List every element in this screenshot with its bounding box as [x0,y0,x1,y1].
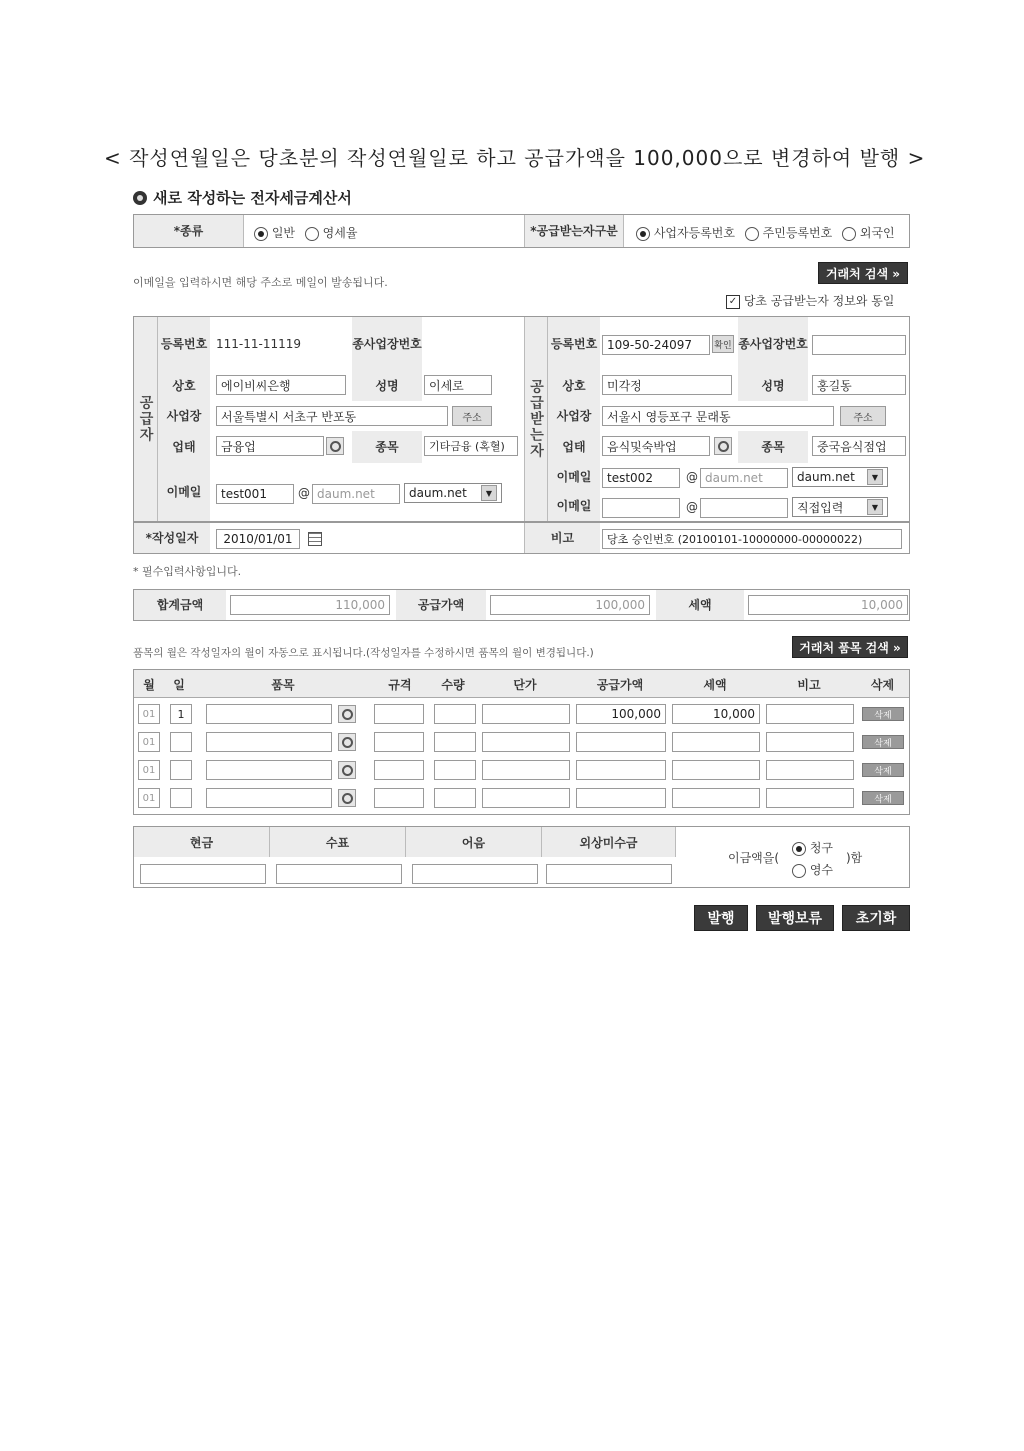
row-unit-price-input[interactable] [482,704,570,724]
supplier-email-domain-input[interactable]: daum.net [312,484,400,504]
recipient-at-sign: @ [686,470,698,484]
hold-issue-button[interactable]: 발행보류 [756,905,834,931]
chevron-down-icon: ▼ [867,499,883,515]
tax-amount-input[interactable]: 10,000 [748,595,908,615]
chevron-down-icon: ▼ [867,469,883,485]
row-item-search-icon[interactable] [338,761,356,779]
payment-cash-label: 현금 [134,827,270,857]
recipient-company-label: 상호 [548,371,600,401]
supplier-side-label: 공급자 [134,317,158,521]
type-zero-rate-label: 영세율 [322,226,358,240]
total-label: 합계금액 [134,590,226,620]
row-spec-input[interactable] [374,732,424,752]
row-spec-input[interactable] [374,788,424,808]
chevron-down-icon: ▼ [481,485,497,501]
table-row [134,788,909,810]
row-tax-input[interactable] [672,788,760,808]
type-row [133,214,910,248]
row-qty-input[interactable] [434,788,476,808]
row-supply-input[interactable] [576,732,666,752]
row-supply-input[interactable] [576,760,666,780]
recipient-foreign-radio[interactable] [842,227,856,241]
recipient-side-label: 공급받는자 [524,317,548,521]
section-title-text: 새로 작성하는 전자세금계산서 [153,189,352,207]
header-tax: 세액 [703,677,727,692]
recipient-type-options [636,224,895,241]
party-block [133,316,910,522]
payment-note-input[interactable] [412,864,538,884]
payment-receipt-radio[interactable] [792,864,806,878]
row-item-search-icon[interactable] [338,705,356,723]
recipient-bizno-label: 사업자등록번호 [653,226,735,240]
row-month: 01 [138,704,160,724]
supplier-name-label: 성명 [352,371,422,401]
supplier-company-label: 상호 [158,371,210,401]
bullet-icon [133,191,147,205]
recipient-reg-label: 등록번호 [548,317,600,371]
recipient-email-label: 이메일 [548,463,600,491]
recipient-reg-input[interactable]: 109-50-24097 [602,335,710,355]
supplier-address-button[interactable]: 주소 [452,406,492,426]
amount-prefix: 이금액을( [728,851,780,865]
row-remark-input[interactable] [766,732,854,752]
type-label: *종류 [134,215,244,247]
amount-suffix: )함 [846,851,863,865]
table-row [134,732,909,754]
remark-label: 비고 [524,523,600,553]
write-date-input[interactable]: 2010/01/01 [216,529,300,549]
recipient-company-input[interactable]: 미각정 [602,375,732,395]
payment-note-label: 어음 [406,827,542,857]
header-item: 품목 [271,677,295,692]
row-item-input[interactable] [206,760,332,780]
supply-amount-input[interactable]: 100,000 [490,595,650,615]
page-heading: < 작성연월일은 당초분의 작성연월일로 하고 공급가액을 100,000으로 변경하여 발행 > [104,146,926,170]
payment-table [133,826,910,888]
row-day[interactable] [170,760,192,780]
supplier-reg-no: 111-11-11119 [216,337,302,351]
row-item-input[interactable] [206,732,332,752]
row-unit-price-input[interactable] [482,760,570,780]
type-general-label: 일반 [271,226,296,240]
supplier-biztype-label: 업태 [158,431,210,463]
row-qty-input[interactable] [434,760,476,780]
row-delete-button[interactable]: 삭제 [862,763,904,777]
row-delete-button[interactable]: 삭제 [862,707,904,721]
row-supply-input[interactable] [576,788,666,808]
recipient-name-input[interactable]: 홍길동 [812,375,906,395]
supplier-address-input[interactable]: 서울특별시 서초구 반포동 [216,406,448,426]
row-item-search-icon[interactable] [338,733,356,751]
write-date-label: *작성일자 [134,523,210,553]
row-tax-input[interactable] [672,760,760,780]
type-options [254,224,357,241]
recipient-biztype-search-icon[interactable] [714,437,732,455]
supplier-email-domain-select[interactable] [404,483,502,503]
row-remark-input[interactable] [766,760,854,780]
row-month: 01 [138,788,160,808]
recipient-email-domain-input[interactable]: daum.net [700,468,788,488]
item-search-button[interactable]: 거래처 품목 검색 » [792,636,908,658]
recipient-bizitem-label: 종목 [738,431,808,463]
payment-check-input[interactable] [276,864,402,884]
row-qty-input[interactable] [434,704,476,724]
section-title [133,187,352,208]
row-supply-input[interactable]: 100,000 [576,704,666,724]
payment-credit-input[interactable] [546,864,672,884]
row-remark-input[interactable] [766,704,854,724]
header-remark: 비고 [797,677,821,692]
row-delete-button[interactable]: 삭제 [862,791,904,805]
supplier-company-input[interactable]: 에이비씨은행 [216,375,346,395]
recipient-bizitem-input[interactable]: 중국음식점업 [812,436,906,456]
header-qty: 수량 [441,677,465,692]
row-item-search-icon[interactable] [338,789,356,807]
supplier-reg-label: 등록번호 [158,317,210,371]
recipient-email2-domain-input[interactable] [700,498,788,518]
recipient-email-id-input[interactable]: test002 [602,468,680,488]
supplier-email-domain-value: daum.net [409,486,467,500]
recipient-at-sign-2: @ [686,500,698,514]
recipient-address-button[interactable]: 주소 [840,406,886,426]
recipient-resident-radio[interactable] [745,227,759,241]
supplier-name-input[interactable]: 이세로 [424,375,492,395]
row-month: 01 [138,760,160,780]
payment-receipt-label: 영수 [809,863,834,877]
recipient-name-label: 성명 [738,371,808,401]
recipient-biztype-label: 업태 [548,431,600,463]
date-remark-row [133,522,910,554]
issue-button[interactable]: 발행 [694,905,748,931]
row-day[interactable]: 1 [170,704,192,724]
totals-row [133,589,910,621]
recipient-email2-id-input[interactable] [602,498,680,518]
payment-check-label: 수표 [270,827,406,857]
header-day: 일 [173,677,185,692]
row-delete-button[interactable]: 삭제 [862,735,904,749]
items-table [133,669,910,815]
recipient-email-domain-value: daum.net [797,470,855,484]
recipient-email2-domain-select[interactable] [792,497,888,517]
remark-input[interactable]: 당초 승인번호 (20100101-10000000-00000022) [602,529,902,549]
supplier-bizitem-input[interactable]: 기타금융 (혹혈) [424,436,518,456]
payment-claim-radio[interactable] [792,842,806,856]
header-spec: 규격 [388,677,412,692]
tax-label: 세액 [656,590,744,620]
required-notice: * 필수입력사항입니다. [133,565,242,578]
recipient-branch-label: 종사업장번호 [738,317,808,371]
payment-claim-label: 청구 [809,841,834,855]
type-zero-rate-radio[interactable] [305,227,319,241]
row-qty-input[interactable] [434,732,476,752]
row-tax-input[interactable]: 10,000 [672,704,760,724]
row-spec-input[interactable] [374,760,424,780]
items-header-row [134,670,909,698]
supplier-email-id-input[interactable]: test001 [216,484,294,504]
items-notice: 품목의 월은 작성일자의 월이 자동으로 표시됩니다.(작성일자를 수정하시면 품목의 월이 변경됩니다.) [133,647,594,659]
same-as-original [726,292,894,309]
recipient-email2-label: 이메일 [548,491,600,521]
supply-label: 공급가액 [396,590,486,620]
row-day[interactable] [170,788,192,808]
recipient-address-input[interactable]: 서울시 영등포구 문래동 [602,406,834,426]
same-as-original-label: 당초 공급받는자 정보와 동일 [743,294,895,308]
row-remark-input[interactable] [766,788,854,808]
row-item-input[interactable] [206,788,332,808]
recipient-branch-input[interactable] [812,335,906,355]
recipient-address-label: 사업장 [548,401,600,431]
table-row [134,704,909,726]
row-unit-price-input[interactable] [482,732,570,752]
row-day[interactable] [170,732,192,752]
row-item-input[interactable] [206,704,332,724]
recipient-biztype-input[interactable]: 음식및숙박업 [602,436,710,456]
supplier-at-sign: @ [298,486,310,500]
row-tax-input[interactable] [672,732,760,752]
payment-receipt-option [792,861,833,878]
header-month: 월 [143,677,155,692]
recipient-type-label: *공급받는자구분 [524,215,624,247]
recipient-email-domain-select[interactable] [792,467,888,487]
email-notice: 이메일을 입력하시면 해당 주소로 메일이 발송됩니다. [133,276,388,289]
recipient-foreign-label: 외국인 [859,226,895,240]
recipient-bizno-radio[interactable] [636,227,650,241]
total-amount-input[interactable]: 110,000 [230,595,390,615]
row-month: 01 [138,732,160,752]
header-delete: 삭제 [870,677,895,692]
calendar-icon[interactable] [308,532,322,546]
recipient-confirm-button[interactable]: 확인 [712,335,734,353]
supplier-bizitem-label: 종목 [352,431,422,463]
type-general-radio[interactable] [254,227,268,241]
client-search-button[interactable]: 거래처 검색 » [818,262,908,284]
recipient-email2-domain-value: 직접입력 [797,500,844,515]
supplier-email-label: 이메일 [158,463,210,521]
header-supply: 공급가액 [596,677,644,692]
header-unit-price: 단가 [513,677,537,692]
payment-credit-label: 외상미수금 [542,827,676,857]
row-spec-input[interactable] [374,704,424,724]
recipient-resident-label: 주민등록번호 [762,226,833,240]
supplier-biztype-search-icon[interactable] [326,437,344,455]
same-as-original-checkbox[interactable]: ✓ [726,295,740,309]
supplier-biztype-input[interactable]: 금융업 [216,436,324,456]
table-row [134,760,909,782]
payment-cash-input[interactable] [140,864,266,884]
supplier-branch-label: 종사업장번호 [352,317,422,371]
row-unit-price-input[interactable] [482,788,570,808]
reset-button[interactable]: 초기화 [842,905,910,931]
supplier-address-label: 사업장 [158,401,210,431]
payment-claim-option [792,839,833,856]
